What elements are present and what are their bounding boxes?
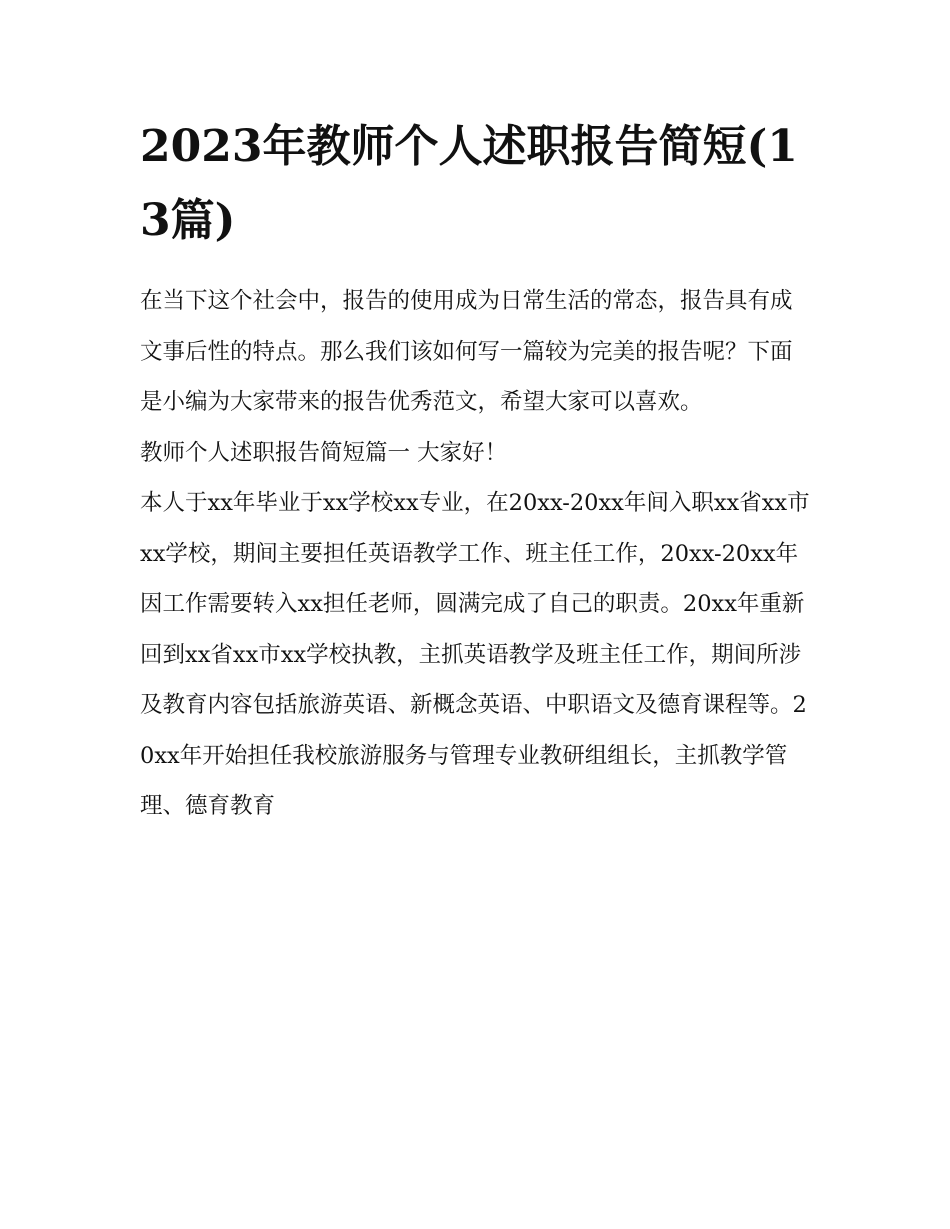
intro-paragraph: 在当下这个社会中，报告的使用成为日常生活的常态，报告具有成文事后性的特点。那么我们该如何写一篇较为完美的报告呢？下面是小编为大家带来的报告优秀范文，希望大家可以喜欢。 — [140, 288, 793, 415]
document-body — [140, 276, 812, 832]
body-paragraph: 本人于xx年毕业于xx学校xx专业，在20xx-20xx年间入职xx省xx市xx学校，期间主要担任英语教学工作、班主任工作，20xx-20xx年因工作需要转入xx担任老师，圆满完成了自己的职责。20xx年重新回到xx省xx市xx学校执教，主抓英语教学及班主任工作，期间所涉及教育内容包括旅游英语、新概念英语、中职语文及德育课程等。20xx年开始担任我校旅游服务与管理专业教研组组长，主抓教学管理、德育教育 — [140, 490, 810, 819]
section-heading-paragraph: 教师个人述职报告简短篇一 大家好！ — [140, 439, 508, 466]
document-content — [140, 110, 812, 832]
document-title: 2023年教师个人述职报告简短(13篇) — [140, 121, 798, 246]
